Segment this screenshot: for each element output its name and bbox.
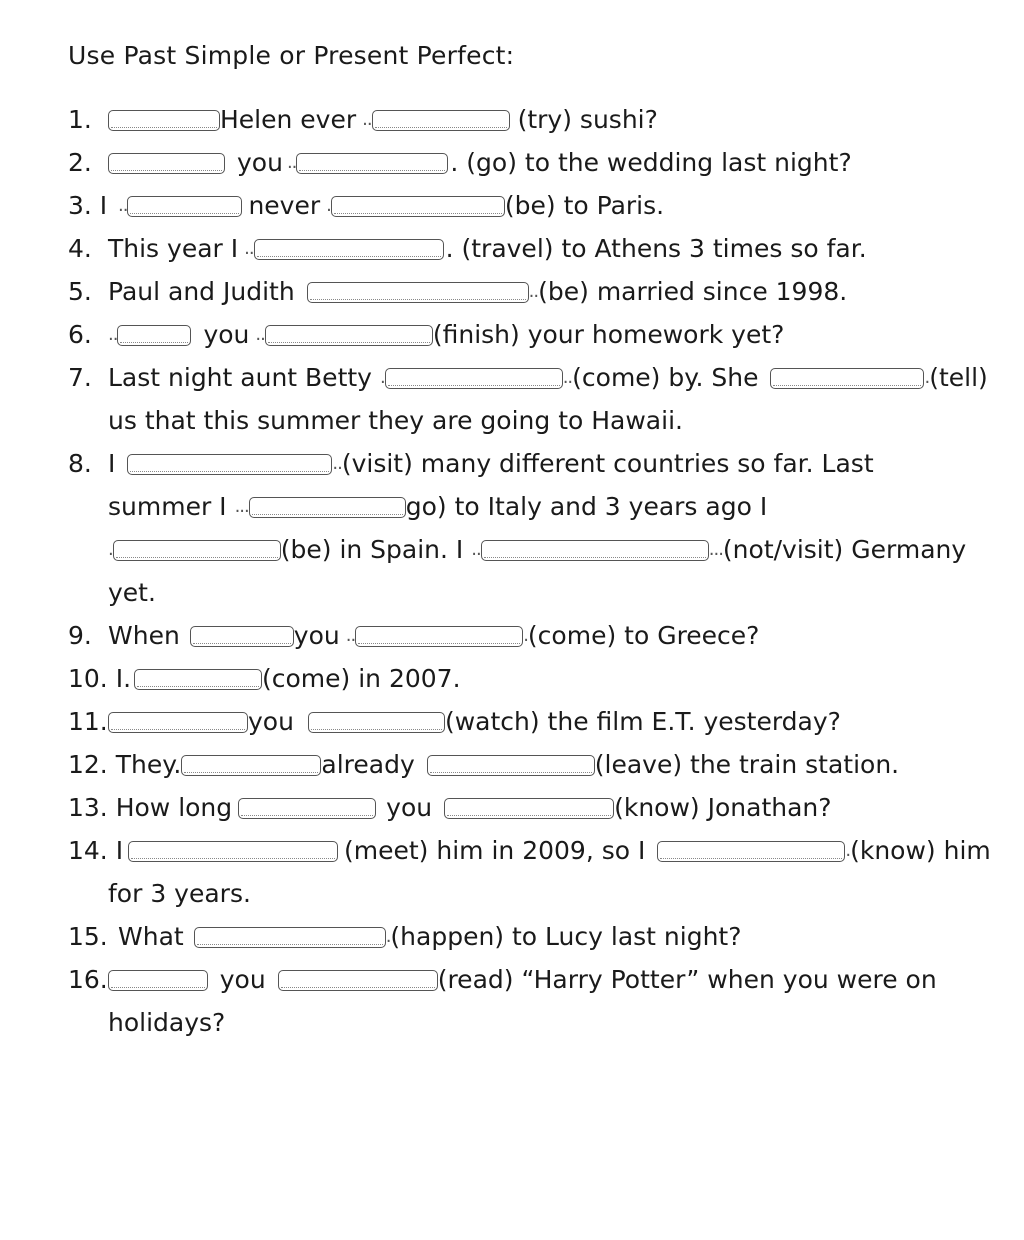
question-text: you [248, 707, 294, 736]
question-text: Last night aunt Betty [108, 363, 372, 392]
answer-box-7b[interactable] [770, 368, 924, 389]
answer-box-13a[interactable] [238, 798, 376, 819]
answer-box-7a[interactable] [385, 368, 563, 389]
question-15: 15. What . (happen) to Lucy last night? [68, 920, 741, 954]
answer-box-14a[interactable] [128, 841, 338, 862]
answer-box-5a[interactable] [307, 282, 529, 303]
question-text: (meet) him in 2009, so I [344, 836, 646, 865]
question-text: you [386, 793, 433, 822]
question-number: 7. [68, 363, 92, 392]
question-11 [68, 705, 841, 739]
question-number: 13. How long [68, 793, 233, 822]
question-text: holidays? [108, 1008, 226, 1037]
question-3: 3. I .. never . (be) to Paris. [68, 189, 664, 223]
question-text: you [203, 320, 250, 349]
question-number: 3. I [68, 191, 108, 220]
question-number: 6. [68, 320, 92, 349]
question-text: (finish) your homework yet? [432, 320, 785, 349]
answer-box-1a[interactable] [108, 110, 220, 131]
question-text: (watch) the film E.T. yesterday? [444, 707, 841, 736]
answer-box-4a[interactable] [254, 239, 444, 260]
answer-box-14b[interactable] [657, 841, 845, 862]
question-text: (read) “Harry Potter” when you were on [437, 965, 937, 994]
question-14-continued [108, 877, 251, 911]
question-text: (visit) many different countries so far. Last [341, 449, 874, 478]
question-5: 5. Paul and Judith .. (be) married since 1998. [68, 275, 847, 309]
question-number: 10. I. [68, 664, 132, 693]
answer-box-9b[interactable] [355, 626, 523, 647]
answer-box-3a[interactable] [127, 196, 242, 217]
answer-box-8b[interactable] [249, 497, 406, 518]
question-text: . (travel) to Athens 3 times so far. [445, 234, 867, 263]
answer-box-3b[interactable] [331, 196, 505, 217]
question-12 [68, 748, 899, 782]
question-16 [68, 963, 937, 997]
question-text: for 3 years. [108, 879, 251, 908]
question-text: already [321, 750, 415, 779]
question-16-continued [108, 1006, 225, 1040]
answer-box-8a[interactable] [127, 454, 332, 475]
question-number: 15. [68, 922, 108, 951]
question-number: 8. [68, 449, 92, 478]
question-text: (not/visit) Germany [722, 535, 967, 564]
question-text: . (go) to the wedding last night? [450, 148, 852, 177]
question-text: (leave) the train station. [594, 750, 900, 779]
question-8-continued-2: . (be) in Spain. I .. ... (not/visit) Germany [108, 533, 966, 567]
question-8: 8. I .. (visit) many different countries so far. Last [68, 447, 874, 481]
question-text: (come) by. She [572, 363, 759, 392]
question-text: When [108, 621, 180, 650]
answer-box-8d[interactable] [481, 540, 709, 561]
answer-box-11b[interactable] [308, 712, 445, 733]
question-text: summer I [108, 492, 227, 521]
question-4: 4. This year I .. . (travel) to Athens 3 times so far. [68, 232, 867, 266]
question-6: 6. .. you .. (finish) your homework yet? [68, 318, 784, 352]
question-text: you [237, 148, 283, 177]
question-number: 4. [68, 234, 92, 263]
question-8-continued-1: summer I ... go) to Italy and 3 years ago I [108, 490, 767, 524]
question-text: (come) in 2007. [262, 664, 461, 693]
answer-box-12a[interactable] [181, 755, 321, 776]
answer-box-1b[interactable] [372, 110, 510, 131]
answer-box-10a[interactable] [134, 669, 262, 690]
question-text: go) to Italy and 3 years ago I [405, 492, 768, 521]
answer-box-2b[interactable] [296, 153, 448, 174]
question-number: 2. [68, 148, 92, 177]
question-text: (know) him [850, 836, 991, 865]
question-7: 7. Last night aunt Betty . .. (come) by. She . (tell) [68, 361, 988, 395]
question-number: 12. They. [68, 750, 182, 779]
question-text: (come) to Greece? [527, 621, 760, 650]
question-text: never [248, 191, 321, 220]
answer-box-15a[interactable] [194, 927, 386, 948]
question-text: Helen ever [220, 105, 357, 134]
question-14: 14. I (meet) him in 2009, so I . (know) him [68, 834, 991, 868]
question-13 [68, 791, 832, 825]
answer-box-16a[interactable] [108, 970, 208, 991]
question-text: (know) Jonathan? [614, 793, 832, 822]
question-text: This year I [108, 234, 239, 263]
question-text: yet. [108, 578, 156, 607]
question-2: 2. you .. . (go) to the wedding last night? [68, 146, 852, 180]
question-number: 14. I [68, 836, 124, 865]
question-text: (happen) to Lucy last night? [390, 922, 742, 951]
answer-box-8c[interactable] [113, 540, 281, 561]
question-text: What [118, 922, 184, 951]
answer-box-13b[interactable] [444, 798, 614, 819]
question-text: you [293, 621, 340, 650]
answer-box-2a[interactable] [108, 153, 225, 174]
question-10 [68, 662, 461, 696]
question-text: (tell) [929, 363, 988, 392]
question-number: 5. [68, 277, 92, 306]
question-text: (be) in Spain. I [280, 535, 464, 564]
question-number: 1. [68, 105, 92, 134]
question-text: (be) to Paris. [504, 191, 665, 220]
answer-box-16b[interactable] [278, 970, 438, 991]
question-text: us that this summer they are going to Hawaii. [108, 406, 683, 435]
question-number: 11. [68, 707, 108, 736]
question-text: I [108, 449, 116, 478]
answer-box-6b[interactable] [265, 325, 433, 346]
answer-box-12b[interactable] [427, 755, 595, 776]
question-text: (try) sushi? [517, 105, 658, 134]
question-text: Paul and Judith [108, 277, 295, 306]
answer-box-9a[interactable] [190, 626, 294, 647]
question-number: 16. [68, 965, 108, 994]
answer-box-11a[interactable] [108, 712, 248, 733]
question-text: (be) married since 1998. [538, 277, 848, 306]
question-7-continued [108, 404, 683, 438]
question-text: you [219, 965, 266, 994]
question-8-continued-3 [108, 576, 156, 610]
question-number: 9. [68, 621, 92, 650]
question-1: 1. Helen ever .. (try) sushi? [68, 103, 658, 137]
question-9: 9. When you .. . (come) to Greece? [68, 619, 759, 653]
page-title: Use Past Simple or Present Perfect: [68, 41, 515, 70]
answer-box-6a[interactable] [117, 325, 191, 346]
